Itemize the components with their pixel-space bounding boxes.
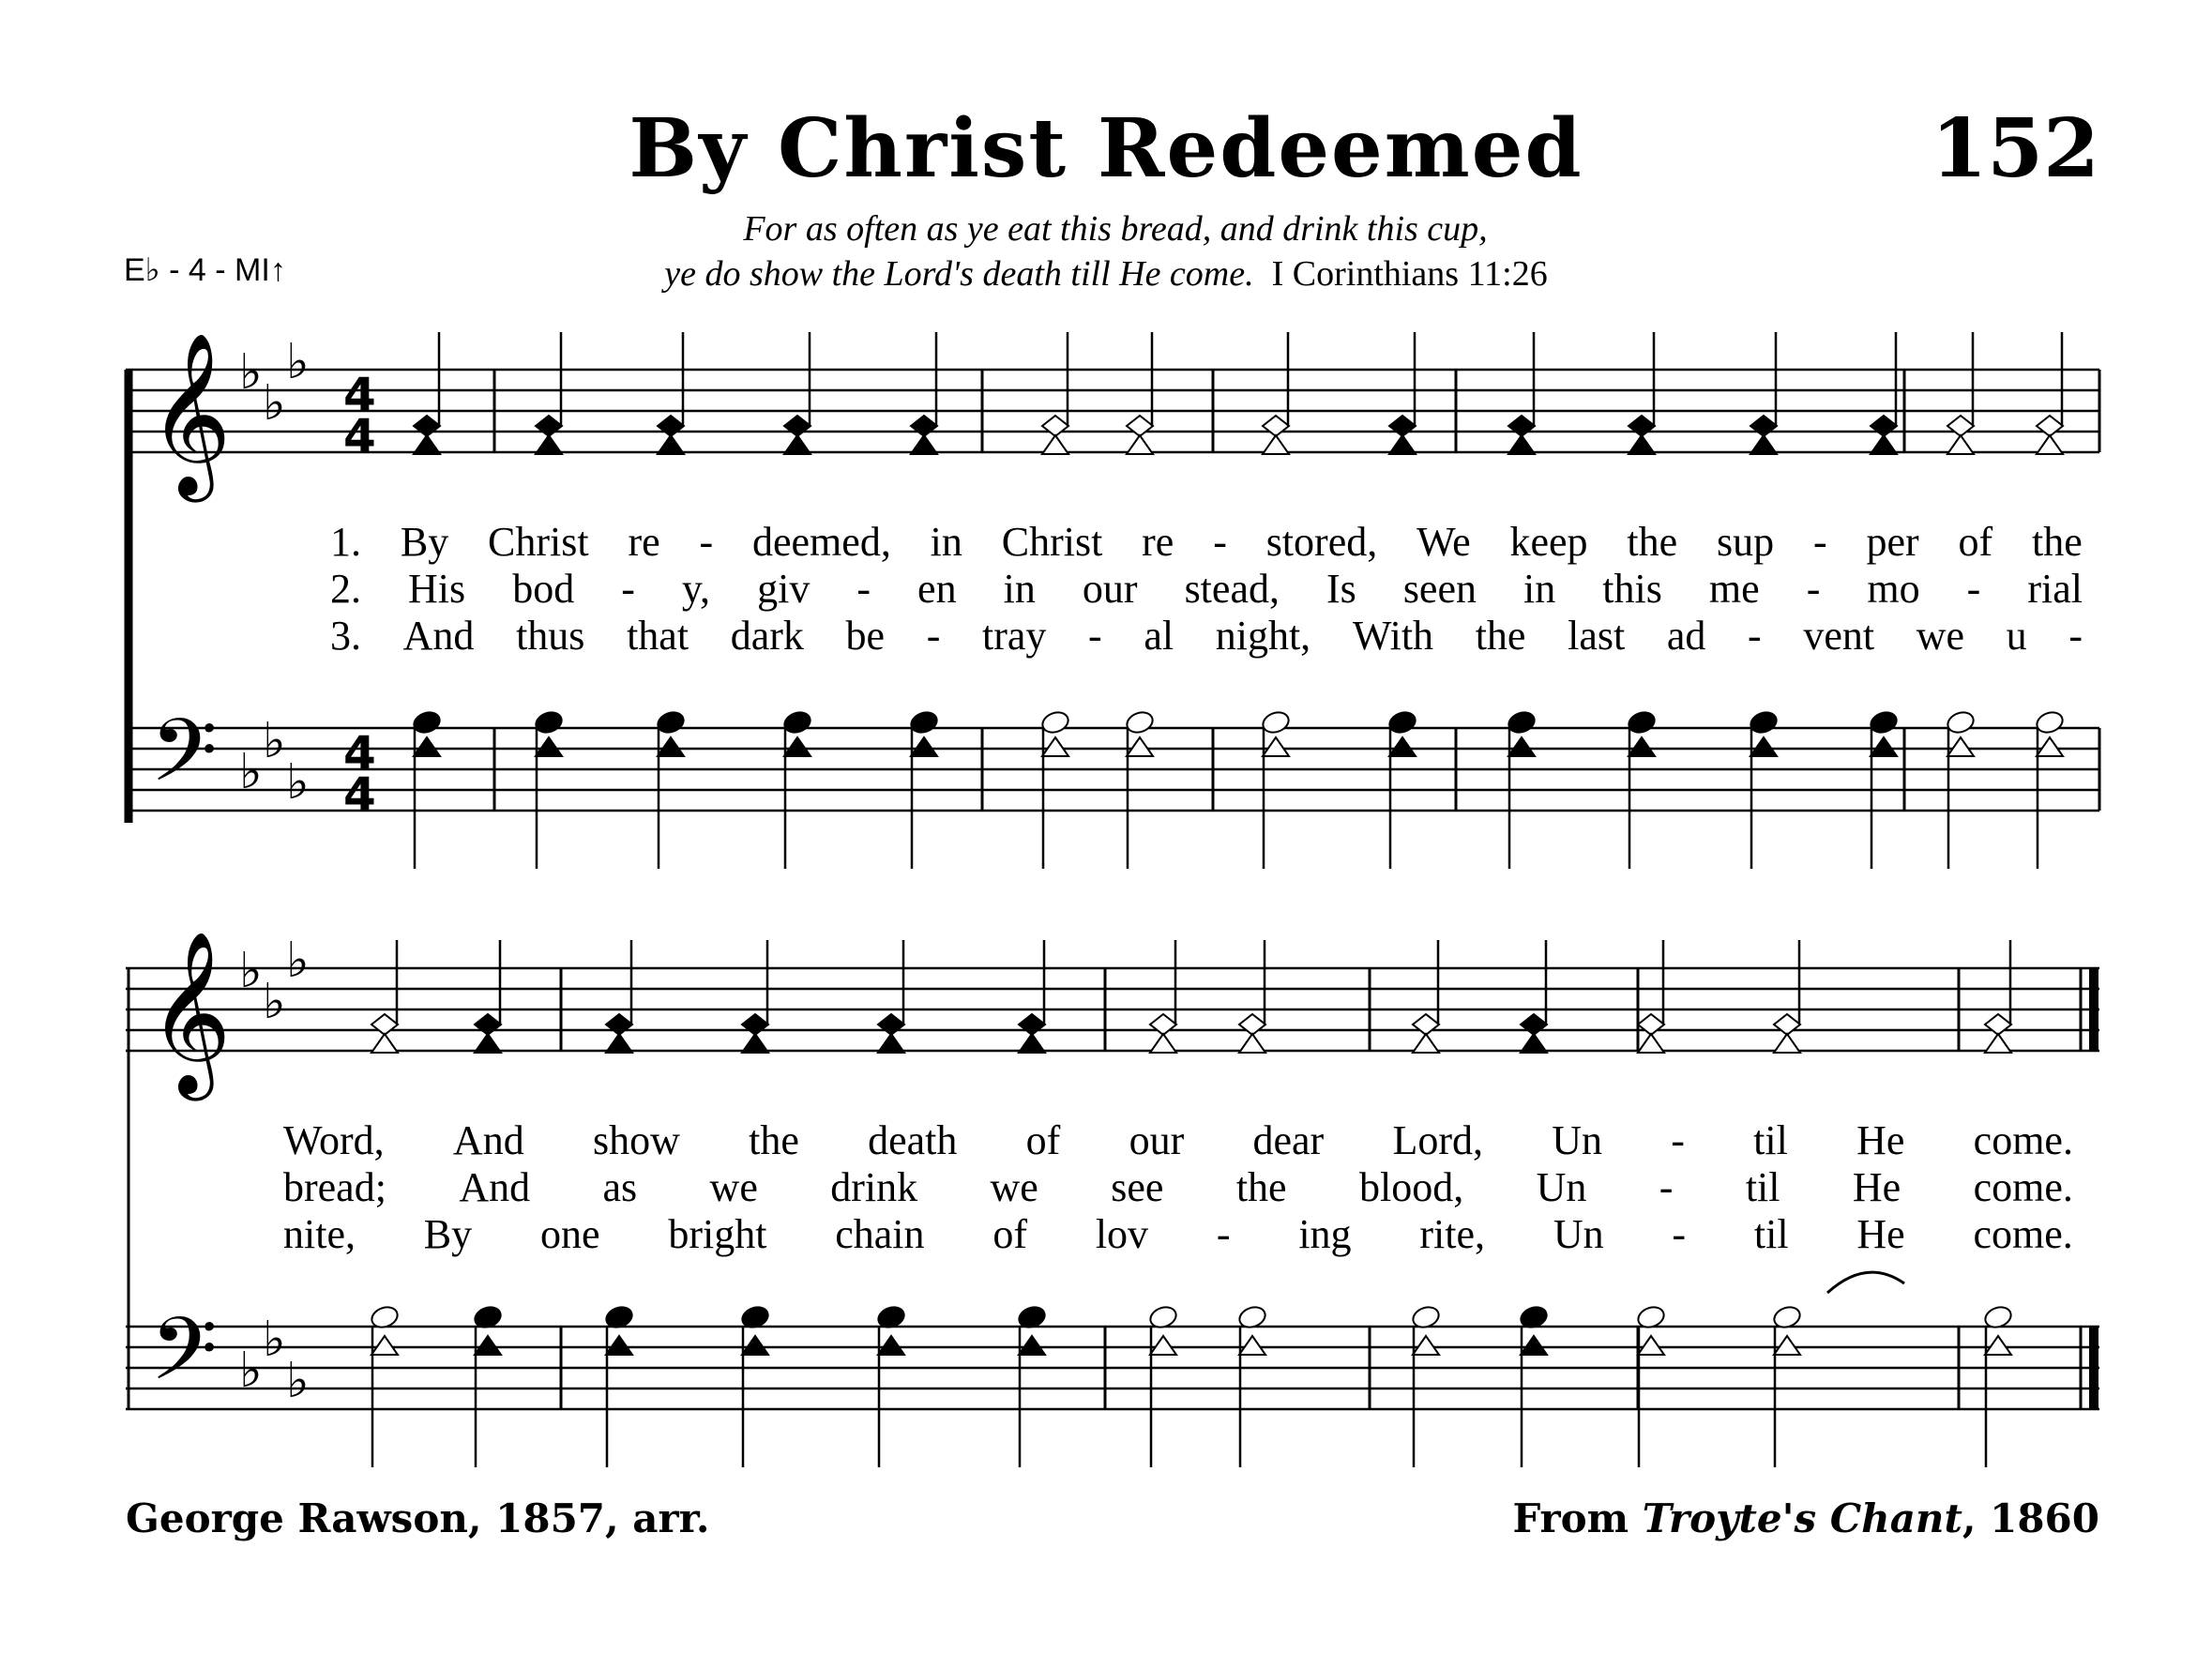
note-head [658,416,684,436]
note-head [1985,1034,2011,1053]
time-signature-top: 4 [343,726,376,781]
note-head [2037,737,2063,756]
note-head [1638,1034,1664,1053]
note-head [1750,416,1777,436]
lyric-syllable: mo [1867,566,1920,612]
flat-icon: ♭ [239,1343,263,1399]
lyric-syllable: me [1708,566,1760,612]
lyric-syllable: nite, [283,1211,356,1257]
lyric-syllable: y, [681,566,711,612]
note-head [1019,1034,1045,1053]
note-head [1521,1336,1547,1355]
hyphen: - [699,519,714,565]
lyric-syllable: Un [1553,1211,1604,1257]
hyphen: - [1671,1117,1685,1163]
note-head [371,1034,398,1053]
note-head [658,737,684,756]
lyric-syllable: til [1753,1211,1789,1257]
note-head [781,709,812,736]
note-head [1626,709,1657,736]
note-head [908,709,939,736]
lyric-syllable: death [868,1117,958,1163]
note-head [1150,1034,1176,1053]
hymn-number: 152 [1931,101,2099,196]
lyric-syllable: of [1025,1117,1061,1163]
hyphen: - [926,613,941,659]
lyric-syllable: in [930,519,962,565]
bass-clef-icon: 𝄢 [150,701,219,823]
lyric-syllable: By [423,1211,473,1257]
note-head [1774,1034,1800,1053]
lyric-syllable: dark [730,613,804,659]
lyric-syllable: see [1111,1164,1164,1210]
lyric-syllable: drink [830,1164,918,1210]
lyric-syllable: He [1856,1211,1905,1257]
note-head [1750,435,1777,454]
note-head [1042,435,1068,454]
lyric-syllable: the [1627,519,1678,565]
note-head [1871,416,1897,436]
lyric-syllable: come. [1973,1211,2073,1257]
lyric-syllable: the [749,1117,799,1163]
verse-number: 2. [330,566,361,612]
lyric-syllable: en [917,566,957,612]
note-head [1985,1336,2011,1355]
note-head [475,1336,501,1355]
note-head [655,709,686,736]
note-head [742,1034,768,1053]
note-head [536,737,562,756]
hyphen: - [856,566,871,612]
lyric-syllable: of [992,1211,1027,1257]
note-head [1389,435,1416,454]
lyric-syllable: night, [1215,613,1311,659]
note-head [1947,416,1974,436]
note-head [1774,1014,1800,1035]
verse-number: 3. [330,613,361,659]
hyphen: - [1088,613,1102,659]
lyric-syllable: We [1417,519,1471,565]
hyphen: - [1812,519,1827,565]
lyric-syllable: the [2031,519,2083,565]
note-head [536,416,562,436]
flat-icon: ♭ [286,754,310,811]
epigraph-text-2: ye do show the Lord's death till He come. [664,254,1254,294]
note-head [475,1014,501,1035]
lyric-syllable: one [539,1211,600,1257]
flat-icon: ♭ [286,1353,310,1409]
key-info: E♭ - 4 - MI↑ [124,252,286,288]
note-head [1508,435,1535,454]
note-head [1629,737,1655,756]
lyric-syllable: this [1602,566,1662,612]
flat-icon: ♭ [263,1312,286,1368]
note-head [1263,737,1289,756]
lyric-syllable: the [1235,1164,1287,1210]
lyric-syllable: we [990,1164,1038,1210]
note-head [2034,709,2065,736]
lyric-syllable: of [1958,519,1993,565]
note-head [1413,1034,1439,1053]
note-head [878,1034,904,1053]
note-head [1638,1014,1664,1035]
note-head [1871,737,1897,756]
tune-name: Troyte's Chant [1642,1495,1962,1541]
note-head [414,737,440,756]
note-head [1260,709,1291,736]
lyric-syllable: rite, [1419,1211,1486,1257]
lyric-syllable: come. [1973,1117,2073,1163]
lyric-syllable: re [628,519,660,565]
lyric-syllable: last [1568,613,1626,659]
note-head [1263,416,1289,436]
flat-icon: ♭ [286,334,310,390]
hyphen: - [1806,566,1821,612]
note-head [1127,435,1153,454]
bass-clef-icon: 𝄢 [150,1299,219,1421]
tune-prefix: From [1512,1495,1643,1541]
lyric-syllable: show [592,1117,680,1163]
hyphen: - [1659,1164,1674,1210]
flat-icon: ♭ [239,344,263,401]
lyric-syllable: Un [1536,1164,1587,1210]
note-head [1638,1336,1664,1355]
note-head [784,435,811,454]
flat-icon: ♭ [263,375,286,432]
epigraph-text-1: For as often as ye eat this bread, and drink this cup, [743,209,1488,249]
hyphen: - [1966,566,1981,612]
note-head [1239,1336,1265,1355]
lyric-syllable: we [1916,613,1965,659]
note-head [1127,737,1153,756]
note-head [533,709,564,736]
flat-icon: ♭ [239,744,263,800]
lyric-syllable: tray [981,613,1047,659]
note-head [1871,435,1897,454]
note-head [1413,1336,1439,1355]
lyric-syllable: in [1003,566,1036,612]
hyphen: - [2068,613,2083,659]
hyphen: - [1216,1211,1231,1257]
note-head [1042,416,1068,436]
note-head [2037,435,2063,454]
hyphen: - [1213,519,1227,565]
lyric-syllable: Word, [283,1117,385,1163]
lyric-syllable: His [408,566,466,612]
lyric-syllable: ing [1298,1211,1352,1257]
treble-clef-icon: 𝄞 [148,931,232,1094]
lyric-syllable: stored, [1265,519,1378,565]
hyphen: - [621,566,635,612]
note-head [414,435,440,454]
note-head [1124,709,1155,736]
lyric-syllable: bright [668,1211,767,1257]
lyric-syllable: bread; [283,1164,386,1210]
note-head [742,1336,768,1355]
scripture-reference: I Corinthians 11:26 [1271,254,1548,294]
note-head [371,1014,398,1035]
lyric-syllable: in [1523,566,1556,612]
lyric-syllable: Un [1552,1117,1603,1163]
lyric-line [283,1210,2073,1258]
lyric-syllable: til [1753,1117,1788,1163]
note-head [1150,1014,1176,1035]
note-head [475,1034,501,1053]
lyric-syllable: seen [1402,566,1477,612]
lyric-line [330,612,2083,660]
lyric-syllable: vent [1803,613,1875,659]
lyric-syllable: as [602,1164,638,1210]
lyric-syllable: that [627,613,689,659]
hyphen: - [1672,1211,1687,1257]
note-head [536,435,562,454]
note-head [606,1034,632,1053]
note-head [1868,709,1899,736]
lyric-syllable: sup [1716,519,1775,565]
lyric-syllable: dear [1252,1117,1325,1163]
note-head [911,416,937,436]
note-head [1039,709,1070,736]
lyric-syllable: Lord, [1392,1117,1483,1163]
note-head [1947,737,1974,756]
time-signature-bottom: 4 [343,409,376,463]
flat-icon: ♭ [286,933,310,989]
lyric-syllable: And [402,613,475,659]
note-head [1629,416,1655,436]
notes [369,332,2065,1467]
note-head [1389,737,1416,756]
note-head [1150,1336,1176,1355]
note-head [1945,709,1976,736]
lyric-syllable: giv [757,566,811,612]
lyric-syllable: deemed, [752,519,891,565]
note-head [1774,1336,1800,1355]
lyric-syllable: blood, [1358,1164,1464,1210]
lyric-syllable: lov [1095,1211,1149,1257]
lyric-syllable: our [1129,1117,1185,1163]
note-head [1508,737,1535,756]
lyric-syllable: per [1866,519,1919,565]
hymn-title: By Christ Redeemed [629,101,1583,196]
note-head [878,1336,904,1355]
lyric-syllable: til [1745,1164,1780,1210]
note-head [1263,435,1289,454]
note-head [606,1336,632,1355]
note-head [1019,1014,1045,1035]
note-head [371,1336,398,1355]
note-head [742,1014,768,1035]
note-head [1389,416,1416,436]
lyric-syllable: bod [512,566,575,612]
note-head [2037,416,2063,436]
note-head [1748,709,1779,736]
lyric-syllable: we [709,1164,758,1210]
note-head [658,435,684,454]
lyric-syllable: u [2006,613,2027,659]
note-head [1127,416,1153,436]
flat-icon: ♭ [263,713,286,769]
slur [1827,1272,1904,1293]
words-credit: George Rawson, 1857, arr. [126,1495,710,1541]
lyric-syllable: our [1082,566,1138,612]
lyric-syllable: chain [835,1211,925,1257]
lyric-syllable: And [459,1164,531,1210]
lyric-syllable: With [1352,613,1434,659]
tune-credit [1512,1495,2099,1541]
lyric-syllable: He [1852,1164,1901,1210]
lyric-syllable: Christ [488,519,589,565]
lyric-syllable: the [1475,613,1526,659]
note-head [606,1014,632,1035]
note-head [1413,1014,1439,1035]
note-head [1985,1014,2011,1035]
lyric-syllable: thus [516,613,585,659]
note-head [1521,1034,1547,1053]
note-head [411,709,442,736]
lyric-syllable: And [452,1117,524,1163]
lyric-syllable: He [1856,1117,1905,1163]
lyric-syllable: stead, [1184,566,1280,612]
lyric-line [330,565,2083,613]
note-head [1947,435,1974,454]
note-head [784,737,811,756]
lyric-syllable: Is [1326,566,1356,612]
note-head [911,435,937,454]
tune-year: , 1860 [1962,1495,2099,1541]
note-head [1629,435,1655,454]
lyric-syllable: be [845,613,886,659]
note-head [1750,737,1777,756]
lyric-line [283,1163,2073,1211]
note-head [878,1014,904,1035]
note-head [1019,1336,1045,1355]
hyphen: - [1748,613,1762,659]
flat-icon: ♭ [239,943,263,999]
lyric-line [283,1116,2073,1164]
note-head [1521,1014,1547,1035]
lyric-syllable: al [1144,613,1174,659]
verse-number: 1. [330,519,361,565]
note-head [1508,416,1535,436]
note-head [911,737,937,756]
note-head [1042,737,1068,756]
lyric-syllable: ad [1666,613,1706,659]
lyric-syllable: By [400,519,449,565]
note-head [1239,1014,1265,1035]
time-signature-top: 4 [343,368,376,422]
flat-icon: ♭ [263,974,286,1030]
treble-clef-icon: 𝄞 [148,332,232,495]
lyric-syllable: keep [1509,519,1588,565]
note-head [784,416,811,436]
lyric-syllable: come. [1973,1164,2073,1210]
lyric-syllable: Christ [1001,519,1103,565]
note-head [1239,1034,1265,1053]
time-signature-bottom: 4 [343,767,376,822]
lyric-syllable: re [1142,519,1174,565]
lyric-syllable: rial [2027,566,2083,612]
note-head [1386,709,1417,736]
lyric-line [330,518,2083,566]
note-head [414,416,440,436]
note-head [1506,709,1537,736]
